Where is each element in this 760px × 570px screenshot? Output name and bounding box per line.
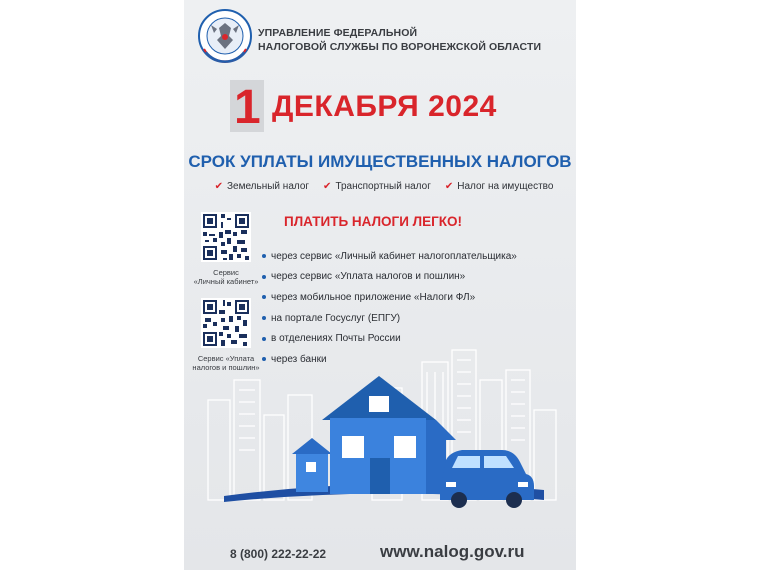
tax-type-item: [323, 181, 431, 192]
tax-type-item: [215, 181, 309, 192]
checkmark-icon: ✔: [444, 181, 454, 192]
agency-line-1: УПРАВЛЕНИЕ ФЕДЕРАЛЬНОЙ: [258, 27, 418, 39]
hotline-phone[interactable]: 8 (800) 222-22-22: [230, 547, 327, 561]
pay-title: ПЛАТИТЬ НАЛОГИ ЛЕГКО!: [284, 214, 463, 229]
qr-caption-line: «Личный кабинет»: [193, 277, 259, 286]
method-label: через сервис «Личный кабинет налогоплательщика»: [271, 250, 517, 262]
bullet-icon: [262, 295, 266, 299]
tax-type-item: [445, 181, 554, 192]
bullet-icon: [262, 316, 266, 320]
qr-caption-line: Сервис «Уплата: [197, 354, 255, 363]
agency-line-2: НАЛОГОВОЙ СЛУЖБЫ ПО ВОРОНЕЖСКОЙ ОБЛАСТИ: [258, 41, 542, 53]
method-label: на портале Госуслуг (ЕПГУ): [271, 312, 401, 324]
agency-name: [258, 26, 568, 54]
car-icon: [440, 450, 534, 508]
method-label: в отделениях Почты России: [271, 333, 401, 345]
list-item: [262, 287, 517, 308]
tax-type-label: Земельный налог: [226, 181, 310, 192]
method-label: через банки: [271, 353, 327, 365]
tax-type-label: Транспортный налог: [335, 181, 431, 192]
bullet-icon: [262, 275, 266, 279]
tax-deadline-poster: [184, 0, 576, 570]
qr-caption-line: налогов и пошлин»: [192, 363, 260, 372]
bullet-icon: [262, 254, 266, 258]
checkmark-icon: ✔: [323, 181, 332, 192]
qr-caption-line: Сервис: [213, 268, 239, 277]
checkmark-icon: ✔: [214, 181, 223, 192]
house-icon: [292, 376, 456, 494]
qr-code-icon[interactable]: [201, 212, 251, 262]
tax-type-label: Налог на имущество: [457, 181, 554, 192]
method-label: через сервис «Уплата налогов и пошлин»: [271, 271, 466, 283]
qr-caption-personal-account: [186, 268, 266, 286]
headline: СРОК УПЛАТЫ ИМУЩЕСТВЕННЫХ НАЛОГОВ: [188, 152, 572, 171]
city-illustration: [184, 340, 576, 520]
deadline-month-year: ДЕКАБРЯ 2024: [272, 90, 497, 123]
method-label: через мобильное приложение «Налоги ФЛ»: [271, 291, 476, 303]
list-item: [262, 246, 517, 267]
list-item: [262, 308, 517, 329]
fns-emblem-icon: [198, 9, 252, 63]
tax-types-list: [194, 181, 574, 192]
list-item: [262, 267, 517, 288]
deadline-day: 1: [234, 81, 261, 134]
website-link[interactable]: www.nalog.gov.ru: [380, 542, 525, 561]
